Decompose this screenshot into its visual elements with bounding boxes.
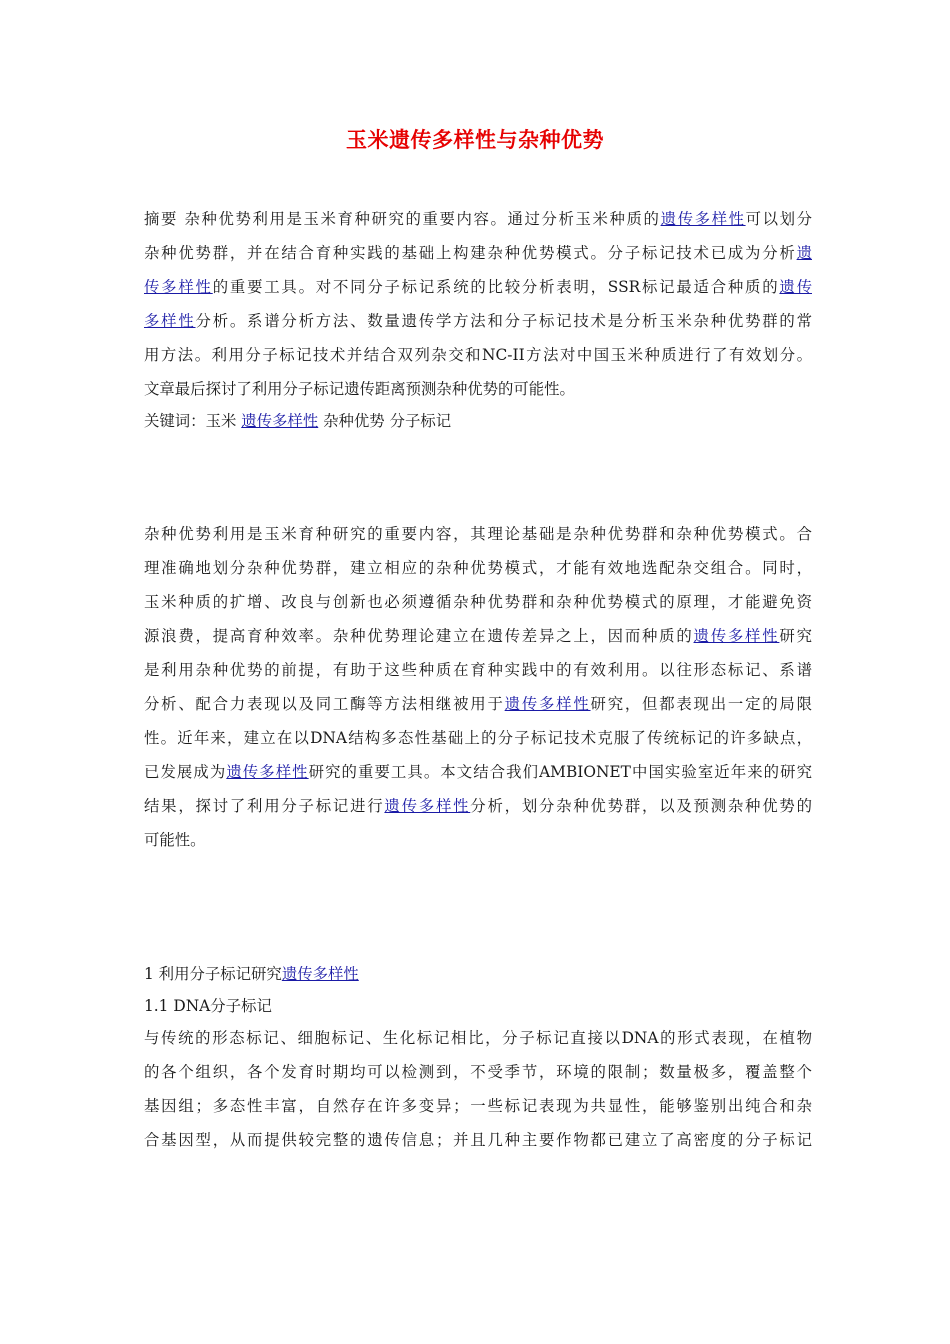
- genetic-diversity-link[interactable]: 遗传: [779, 278, 812, 296]
- section-1-line: 的各个组织，各个发育时期均可以检测到，不受季节，环境的限制；数量极多，覆盖整个: [144, 1063, 812, 1081]
- keyword-link[interactable]: 遗传多样性: [241, 412, 319, 430]
- section-1-heading: 1 利用分子标记研究遗传多样性: [144, 965, 359, 983]
- intro-block: [144, 517, 812, 857]
- abstract-line: 杂种优势群，并在结合育种实践的基础上构建杂种优势模式。分子标记技术已成为分析遗: [144, 244, 812, 262]
- intro-line: 性。近年来，建立在以DNA结构多态性基础上的分子标记技术克服了传统标记的许多缺点，: [144, 729, 812, 747]
- abstract-line: 多样性分析。系谱分析方法、数量遗传学方法和分子标记技术是分析玉米杂种优势群的常: [144, 312, 812, 330]
- genetic-diversity-link[interactable]: 遗: [796, 244, 812, 262]
- abstract-line: 文章最后探讨了利用分子标记遗传距离预测杂种优势的可能性。: [144, 380, 575, 398]
- genetic-diversity-link[interactable]: 传多样性: [144, 278, 213, 296]
- abstract-block: [144, 202, 812, 436]
- keywords-line: 关键词：玉米 遗传多样性 杂种优势 分子标记: [144, 412, 452, 430]
- genetic-diversity-link[interactable]: 遗传多样性: [226, 763, 309, 781]
- intro-line: 源浪费，提高育种效率。杂种优势理论建立在遗传差异之上，因而种质的遗传多样性研究: [144, 627, 812, 645]
- intro-line: 结果，探讨了利用分子标记进行遗传多样性分析，划分杂种优势群，以及预测杂种优势的: [144, 797, 812, 815]
- genetic-diversity-link[interactable]: 遗传多样性: [693, 627, 780, 645]
- document-title: 玉米遗传多样性与杂种优势: [346, 127, 604, 152]
- genetic-diversity-link[interactable]: 遗传多样性: [384, 797, 471, 815]
- intro-line: 分析、配合力表现以及同工酶等方法相继被用于遗传多样性研究，但都表现出一定的局限: [144, 695, 812, 713]
- intro-line: 是利用杂种优势的前提，有助于这些种质在育种实践中的有效利用。以往形态标记、系谱: [144, 661, 812, 679]
- intro-line: 已发展成为遗传多样性研究的重要工具。本文结合我们AMBIONET中国实验室近年来的研究: [144, 763, 812, 781]
- section-1-1-heading: 1.1 DNA分子标记: [144, 997, 272, 1015]
- genetic-diversity-link[interactable]: 遗传多样性: [504, 695, 591, 713]
- intro-line: 可能性。: [144, 831, 206, 849]
- intro-line: 杂种优势利用是玉米育种研究的重要内容，其理论基础是杂种优势群和杂种优势模式。合: [144, 525, 812, 543]
- genetic-diversity-link[interactable]: 遗传多样性: [660, 210, 746, 228]
- section-1-line: 基因组；多态性丰富，自然存在许多变异；一些标记表现为共显性，能够鉴别出纯合和杂: [144, 1097, 812, 1115]
- section-1-block: [144, 957, 812, 1157]
- abstract-line: 传多样性的重要工具。对不同分子标记系统的比较分析表明，SSR标记最适合种质的遗传: [144, 278, 812, 296]
- genetic-diversity-link[interactable]: 多样性: [144, 312, 196, 330]
- genetic-diversity-link[interactable]: 遗传多样性: [281, 965, 359, 983]
- intro-line: 理准确地划分杂种优势群，建立相应的杂种优势模式，才能有效地选配杂交组合。同时，: [144, 559, 812, 577]
- section-1-line: 与传统的形态标记、细胞标记、生化标记相比，分子标记直接以DNA的形式表现，在植物: [144, 1029, 812, 1047]
- section-1-line: 合基因型，从而提供较完整的遗传信息；并且几种主要作物都已建立了高密度的分子标记: [144, 1131, 812, 1149]
- intro-line: 玉米种质的扩增、改良与创新也必须遵循杂种优势群和杂种优势模式的原理，才能避免资: [144, 593, 812, 611]
- abstract-line: 摘要 杂种优势利用是玉米育种研究的重要内容。通过分析玉米种质的遗传多样性可以划分: [144, 210, 812, 228]
- abstract-line: 用方法。利用分子标记技术并结合双列杂交和NC-II方法对中国玉米种质进行了有效划分。: [144, 346, 812, 364]
